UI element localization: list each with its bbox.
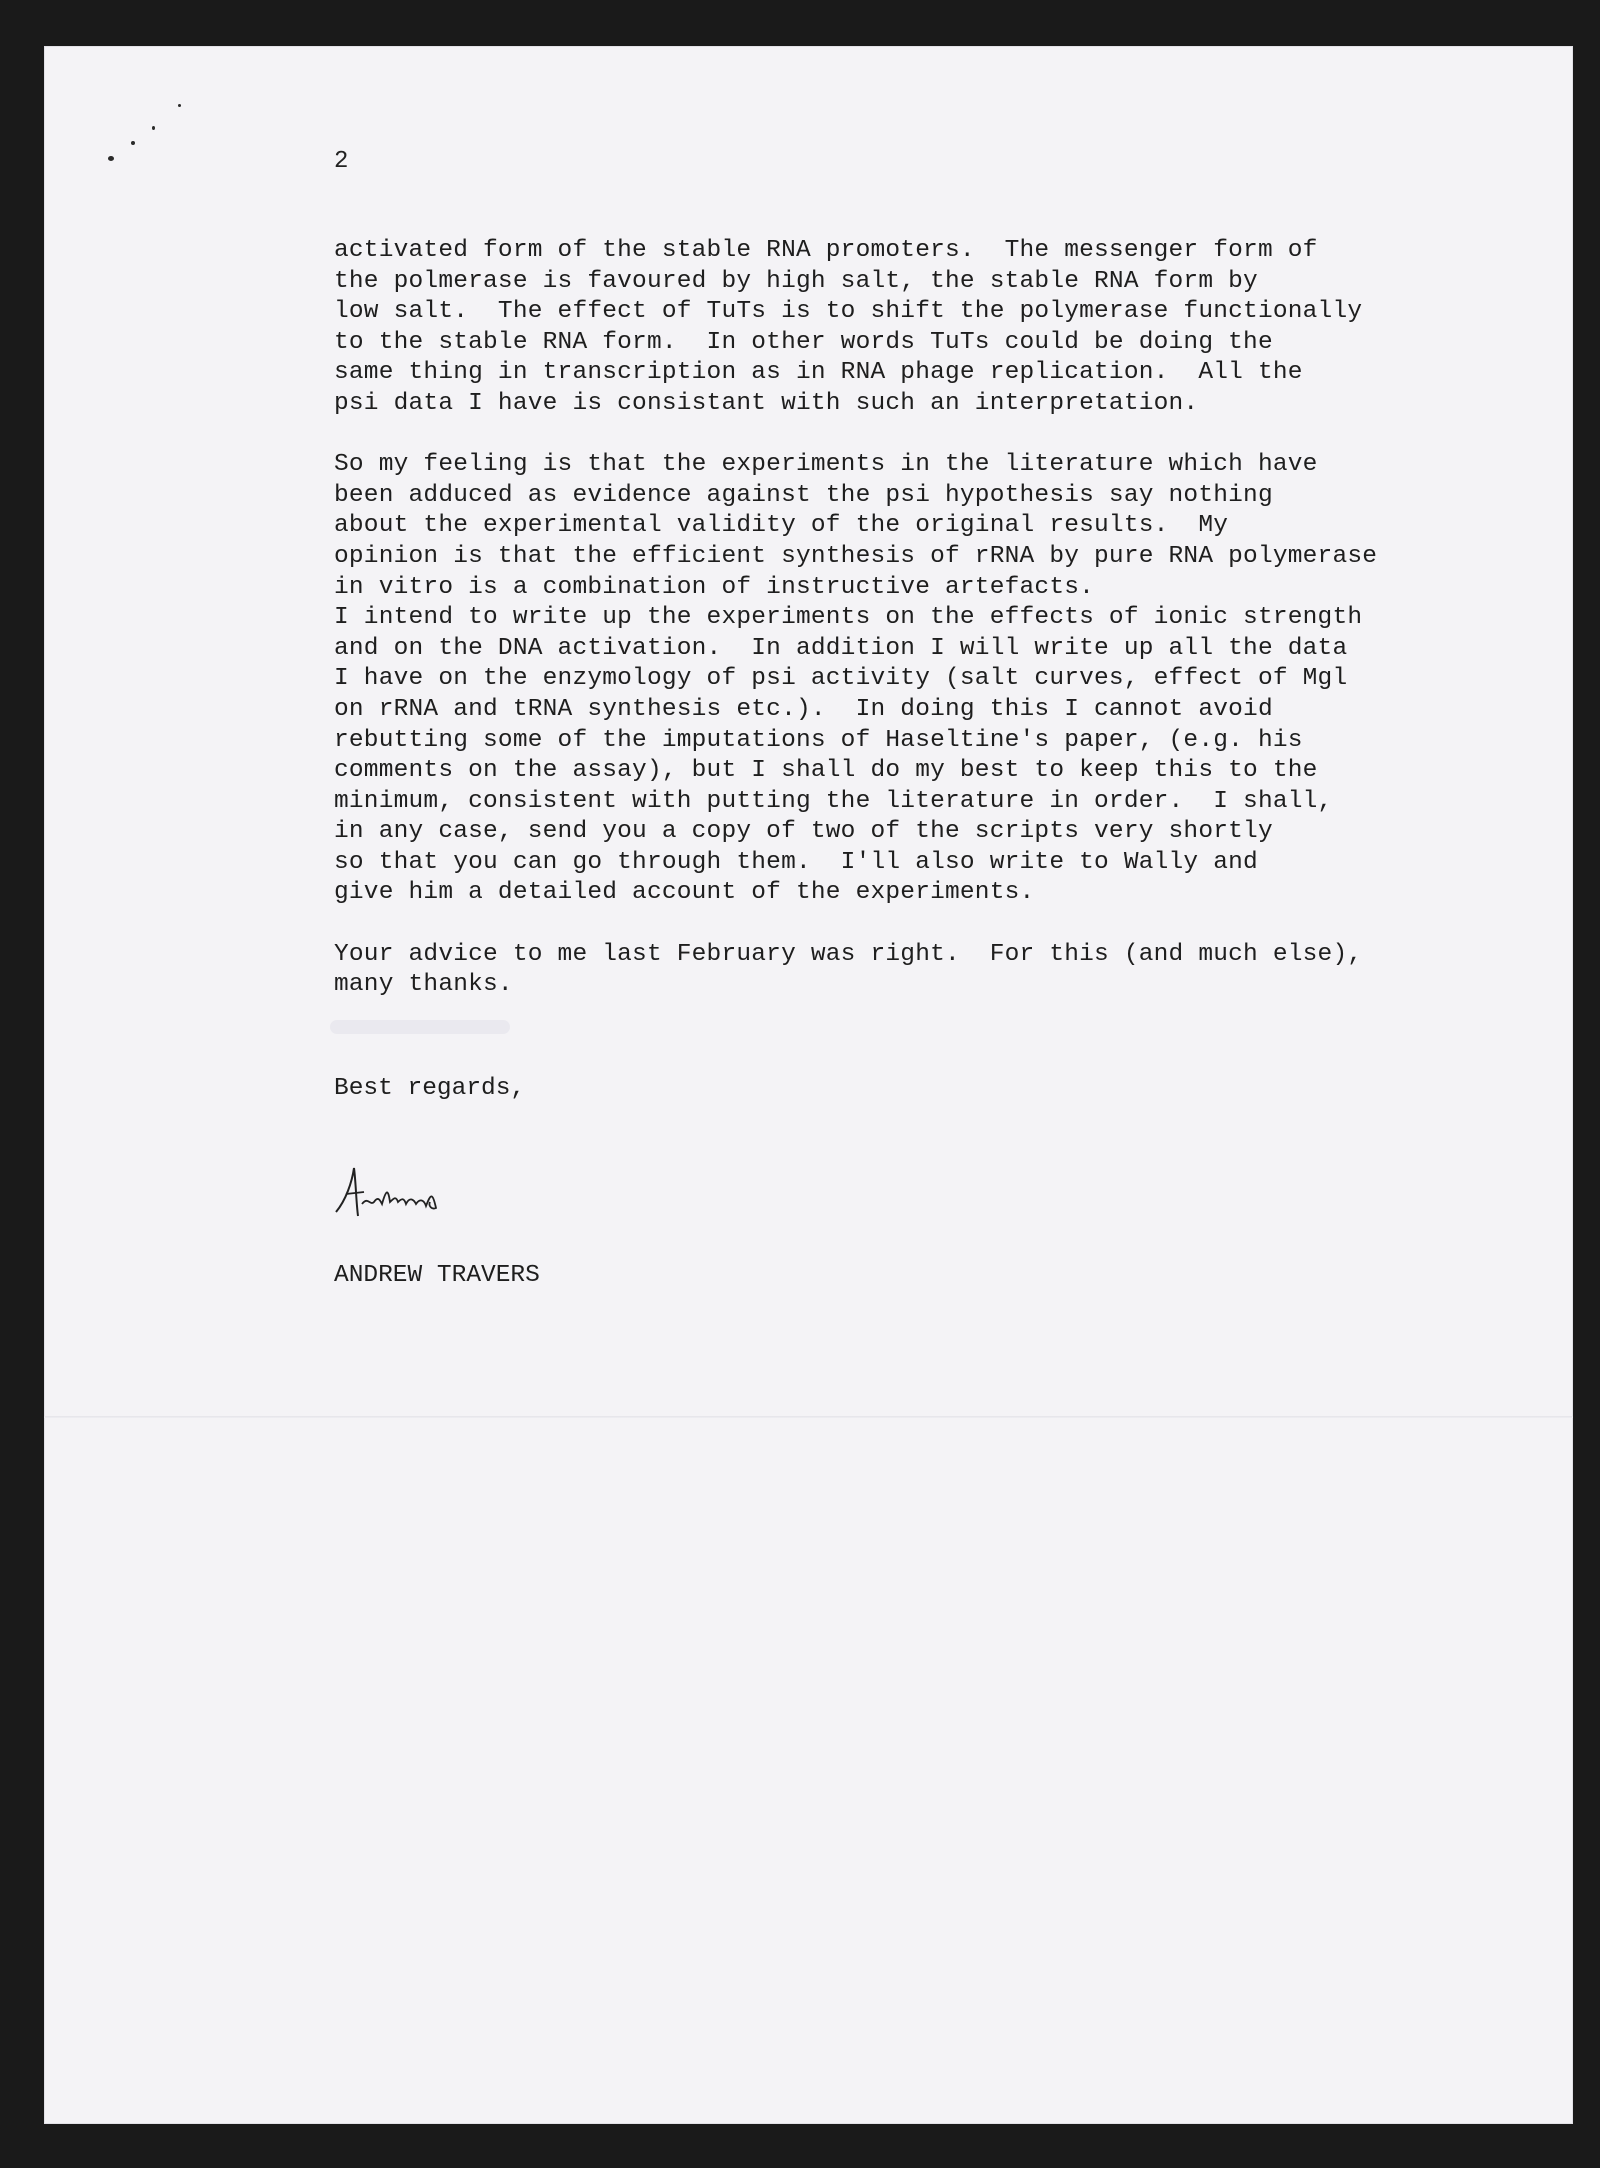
letter-line: give him a detailed account of the experiments. — [334, 879, 1035, 907]
page-fold — [44, 1416, 1573, 1418]
letter-line: the polmerase is favoured by high salt, the stable RNA form by — [334, 267, 1258, 295]
letter-line: psi data I have is consistant with such an interpretation. — [334, 389, 1199, 417]
page-number: 2 — [334, 148, 349, 175]
letter-line: So my feeling is that the experiments in the literature which have — [334, 451, 1318, 479]
letter-line: Your advice to me last February was right. For this (and much else), — [334, 940, 1363, 968]
letter-line: on rRNA and tRNA synthesis etc.). In doing this I cannot avoid — [334, 695, 1273, 723]
letter-line: in any case, send you a copy of two of the scripts very shortly — [334, 818, 1273, 846]
letter-line: rebutting some of the imputations of Haseltine's paper, (e.g. his — [334, 726, 1303, 754]
ink-speck — [108, 156, 114, 161]
letter-line: to the stable RNA form. In other words TuTs could be doing the — [334, 328, 1273, 356]
closing-salutation: Best regards, — [334, 1075, 526, 1102]
paragraph-gap — [334, 420, 1484, 451]
ink-speck — [131, 141, 135, 145]
letter-line: minimum, consistent with putting the literature in order. I shall, — [334, 787, 1333, 815]
handwritten-signature — [332, 1160, 452, 1230]
letter-line: activated form of the stable RNA promoters. The messenger form of — [334, 237, 1318, 264]
ink-speck — [178, 104, 181, 107]
letter-line: many thanks. — [334, 971, 513, 999]
letter-line: and on the DNA activation. In addition I will write up all the data — [334, 634, 1348, 662]
letter-line: about the experimental validity of the original results. My — [334, 512, 1229, 540]
letter-line: in vitro is a combination of instructive artefacts. — [334, 573, 1095, 601]
letter-line: I intend to write up the experiments on the effects of ionic strength — [334, 604, 1363, 632]
letter-line: opinion is that the efficient synthesis of rRNA by pure RNA polymerase — [334, 542, 1378, 570]
letter-line: so that you can go through them. I'll also write to Wally and — [334, 848, 1258, 876]
letter-line: been adduced as evidence against the psi hypothesis say nothing — [334, 481, 1273, 509]
erased-mark — [330, 1020, 510, 1034]
letter-line: I have on the enzymology of psi activity (salt curves, effect of Mgl — [334, 665, 1348, 693]
ink-speck — [152, 126, 155, 130]
paragraph-gap — [334, 909, 1484, 940]
letter-line: low salt. The effect of TuTs is to shift the polymerase functionally — [334, 298, 1363, 326]
letter-body — [334, 236, 1484, 1001]
letter-line: same thing in transcription as in RNA phage replication. All the — [334, 359, 1303, 387]
signer-name: ANDREW TRAVERS — [334, 1262, 540, 1289]
letter-line: comments on the assay), but I shall do my best to keep this to the — [334, 757, 1318, 785]
